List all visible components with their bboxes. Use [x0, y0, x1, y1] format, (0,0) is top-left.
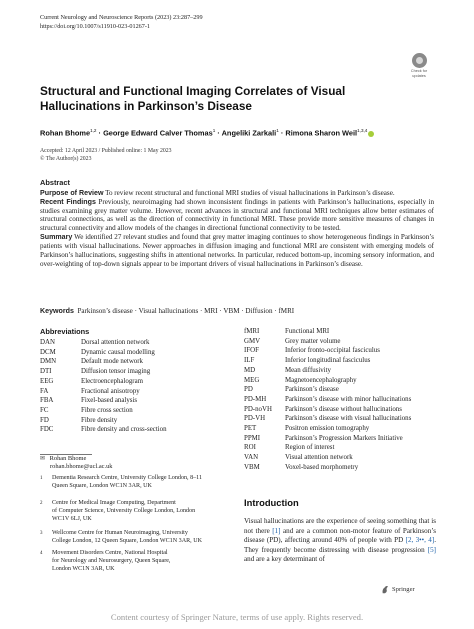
abstract-heading: Abstract: [40, 178, 70, 187]
abbr-value: Parkinson’s disease: [285, 386, 339, 394]
abbr-key: DCM: [40, 348, 56, 356]
abbr-value: Grey matter volume: [285, 337, 341, 345]
abbr-key: DTI: [40, 368, 52, 376]
abbreviation-row: [244, 405, 444, 415]
author-name[interactable]: Rimona Sharon Weil: [285, 128, 358, 138]
citation-link[interactable]: [1]: [272, 526, 281, 535]
author-name[interactable]: George Edward Calver Thomas: [103, 128, 213, 138]
introduction-text: [244, 517, 436, 565]
abbr-key: VAN: [244, 454, 259, 462]
abbreviation-row: [244, 366, 444, 376]
abbreviations-left: [40, 327, 230, 435]
abstract-summary: [40, 233, 434, 268]
abbr-value: Fibre density and cross-section: [81, 426, 167, 434]
check-updates-icon: [412, 53, 427, 68]
affiliation-line: London WC1N 3AR, UK: [52, 565, 115, 572]
abbr-key: PET: [244, 425, 257, 433]
abbreviation-row: [244, 443, 444, 453]
abbr-key: FD: [40, 416, 49, 424]
author-affil-sup: 1: [212, 128, 216, 133]
intro-text: and are a key determinant of: [244, 555, 325, 564]
abbr-key: DAN: [40, 339, 55, 346]
affiliation: [40, 530, 230, 546]
author-name[interactable]: Rohan Bhome: [40, 128, 91, 138]
citation-link[interactable]: [2, 3••, 4]: [405, 536, 435, 545]
affiliation-number: 2: [40, 501, 43, 506]
purpose-label: Purpose of Review: [40, 188, 104, 197]
abstract-purpose: [40, 189, 434, 198]
affiliation-line: Queen Square, London WC1N 3AR, UK: [52, 482, 152, 489]
abbr-value: Functional MRI: [285, 328, 330, 335]
abbr-key: PD-noVH: [244, 405, 272, 413]
abbreviation-row: [244, 434, 444, 444]
abbr-key: GMV: [244, 337, 261, 345]
author-separator: ·: [96, 128, 104, 138]
abbreviations-heading: Abbreviations: [40, 327, 90, 336]
abbr-value: Parkinson’s Progression Markers Initiative: [285, 434, 403, 442]
abbreviation-row: [244, 463, 444, 473]
abbreviation-row: [40, 338, 230, 348]
abbr-value: Visual attention network: [285, 454, 353, 462]
abbr-value: Voxel-based morphometry: [285, 463, 359, 471]
journal-citation: Current Neurology and Neuroscience Reports (2023) 23:287–299: [40, 14, 203, 21]
footer-notice: Content courtesy of Springer Nature, terms of use apply. Rights reserved.: [110, 612, 364, 622]
abbreviation-row: [244, 356, 444, 366]
abbr-key: MD: [244, 366, 256, 374]
affiliation-line: Dementia Research Centre, University College London, 8–11: [52, 475, 203, 481]
abbreviation-row: [244, 385, 444, 395]
affiliation-line: for Neurology and Neurosurgery, Queen Square,: [52, 557, 171, 564]
publisher-name: Springer: [392, 586, 415, 593]
abbreviation-row: [244, 337, 444, 347]
affiliation-line: of Computer Science, University College London, London: [52, 507, 196, 514]
abbreviation-row: [244, 453, 444, 463]
author-affil-sup: 1,2: [90, 128, 97, 133]
abbr-key: DMN: [40, 358, 57, 366]
abbr-key: FA: [40, 387, 49, 395]
abbr-key: FDC: [40, 426, 54, 434]
summary-text: We identified 27 relevant studies and found that grey matter imaging continues to show heterogeneous findings in Parkinson’s patients with visual hallucinations. Newer approaches in diffusion imaging and functional MRI are consistent with emerging models of Parkinson’s hallucinations, suggesting shifts in attentional networks. In particular, reduced bottom-up, incoming sensory information, and over-weighting of top-down signals appear to be important drivers of visual hallucinations in Parkinson’s disease.: [40, 233, 434, 268]
abbr-value: Dynamic causal modelling: [81, 348, 155, 356]
abbr-key: FC: [40, 406, 49, 414]
abbreviation-row: [244, 424, 444, 434]
abbreviation-row: [40, 406, 230, 416]
abbr-value: Fractional anisotropy: [81, 387, 140, 395]
publisher-logo: [381, 585, 415, 594]
author-list: [40, 126, 440, 137]
affiliation-number: 3: [40, 531, 43, 536]
affiliation-line: Wellcome Centre for Human Neuroimaging, University: [52, 530, 188, 536]
abbr-value: Parkinson’s disease without hallucinations: [285, 405, 402, 413]
abbr-value: Positron emission tomography: [285, 425, 370, 433]
affiliation-number: 4: [40, 551, 43, 556]
abbr-key: IFOF: [244, 347, 259, 355]
abbreviations-right: [244, 327, 444, 473]
abbreviation-row: [40, 377, 230, 387]
abbr-value: Parkinson’s disease with visual hallucinations: [285, 415, 412, 423]
abbr-key: fMRI: [244, 328, 260, 335]
abbreviation-row: [244, 376, 444, 386]
publication-dates: [40, 147, 172, 163]
abbreviation-row: [244, 414, 444, 424]
abbr-value: Fibre density: [81, 416, 118, 424]
introduction-heading: Introduction: [244, 497, 299, 508]
affiliation: [40, 500, 230, 524]
abbr-key: EEG: [40, 377, 54, 385]
abbreviation-row: [40, 425, 230, 435]
keywords-text: Parkinson’s disease · Visual hallucinations · MRI · VBM · Diffusion · fMRI: [77, 307, 295, 315]
intro-text: and are a common non-motor feature of Parkinson’s disease (PD), affecting around 40% of people with PD: [244, 526, 436, 545]
copyright-line: © The Author(s) 2023: [40, 156, 92, 162]
abbr-key: PD: [244, 386, 253, 394]
abbr-key: ROI: [244, 444, 256, 452]
author-name[interactable]: Angeliki Zarkali: [221, 128, 277, 138]
abbreviation-row: [244, 395, 444, 405]
abbr-key: VBM: [244, 463, 260, 471]
abbr-value: Diffusion tensor imaging: [81, 368, 151, 376]
affiliation-line: College London, 12 Queen Square, London WC1N 3AR, UK: [52, 537, 203, 544]
abbr-key: MEG: [244, 376, 260, 384]
abbr-key: PPMI: [244, 434, 261, 442]
abbreviation-row: [40, 348, 230, 358]
author-separator: ·: [278, 128, 286, 138]
badge-label-1: Check for: [410, 69, 428, 73]
badge-label-2: updates: [412, 74, 426, 79]
correspondence-name: Rohan Bhome: [49, 455, 87, 462]
abbr-value: Parkinson’s disease with minor hallucinations: [285, 395, 412, 403]
abbr-value: Mean diffusivity: [285, 366, 331, 374]
author-separator: ·: [215, 128, 222, 138]
affiliation-line: Centre for Medical Image Computing, Department: [52, 500, 176, 506]
abbr-value: Region of interest: [285, 444, 335, 452]
abbreviation-row: [40, 357, 230, 367]
intro-text: . They frequently become distressing with disease progression: [244, 536, 436, 554]
keywords-label: Keywords: [40, 307, 74, 315]
abbr-value: Magnetoencephalography: [285, 376, 357, 384]
abbr-value: Fibre cross section: [81, 406, 133, 414]
check-for-updates-badge[interactable]: [405, 53, 433, 81]
affiliation-number: 1: [40, 476, 43, 481]
abbreviation-row: [244, 346, 444, 356]
abbr-value: Inferior longitudinal fasciculus: [285, 357, 371, 365]
abbreviation-row: [40, 367, 230, 377]
findings-text: Previously, neuroimaging had shown inconsistent findings in patients with Parkinson’s hallucinations, especially in studies examining grey matter volume. However, recent advances in structural and functional MRI techniques allow better estimates of structural connections, as well as the direction of connectivity in functional MRI. These provide more sensitive measures of changes in structural connectivity and allow models of the changes in directional functional connectivity to be tested.: [40, 197, 434, 233]
affiliation: [40, 550, 230, 574]
findings-label: Recent Findings: [40, 197, 96, 206]
correspondence: [40, 455, 113, 472]
author-affil-sup: 1,3,4: [357, 128, 368, 133]
abbr-key: FBA: [40, 397, 54, 405]
envelope-icon: ✉: [40, 456, 46, 462]
keywords-section: [40, 307, 434, 316]
abbr-key: ILF: [244, 357, 255, 365]
accepted-published-dates: Accepted: 12 April 2023 / Published online: 1 May 2023: [40, 148, 172, 154]
affiliation-line: WC1V 6LJ, UK: [52, 515, 92, 522]
abbr-value: Default mode network: [81, 358, 143, 366]
purpose-text: To review recent structural and functional MRI studies of visual hallucinations in Parkinson’s disease.: [105, 188, 395, 197]
citation-link[interactable]: [5]: [427, 545, 436, 554]
journal-header: [40, 14, 203, 31]
author-affil-sup: 1: [276, 128, 279, 133]
intro-text: Visual hallucinations are the experience of seeing something that is not there: [244, 517, 436, 535]
correspondence-email[interactable]: rohan.bhome@ucl.ac.uk: [50, 463, 113, 471]
article-title: Structural and Functional Imaging Correlates of Visual Hallucinations in Parkinson’s Disease: [40, 84, 346, 113]
abstract-findings: [40, 198, 434, 233]
abbreviation-row: [40, 396, 230, 406]
abbreviation-row: [40, 416, 230, 426]
affiliation-line: Movement Disorders Centre, National Hospital: [52, 550, 168, 556]
abbreviation-row: [40, 387, 230, 397]
abstract-section: [40, 179, 434, 268]
abbr-value: Inferior fronto-occipital fasciculus: [285, 347, 380, 355]
abbr-value: Fixel-based analysis: [81, 397, 138, 405]
summary-label: Summary: [40, 233, 73, 242]
abbreviation-row: [244, 327, 444, 337]
doi-link[interactable]: https://doi.org/10.1007/s11910-023-01267-1: [40, 22, 150, 30]
affiliation: [40, 475, 230, 491]
abbr-value: Dorsal attention network: [81, 339, 150, 346]
abbr-value: Electroencephalogram: [81, 377, 143, 385]
abbr-key: PD-VH: [244, 415, 266, 423]
abbr-key: PD-MH: [244, 395, 267, 403]
springer-horse-icon: [381, 585, 389, 594]
orcid-icon[interactable]: [368, 131, 374, 137]
